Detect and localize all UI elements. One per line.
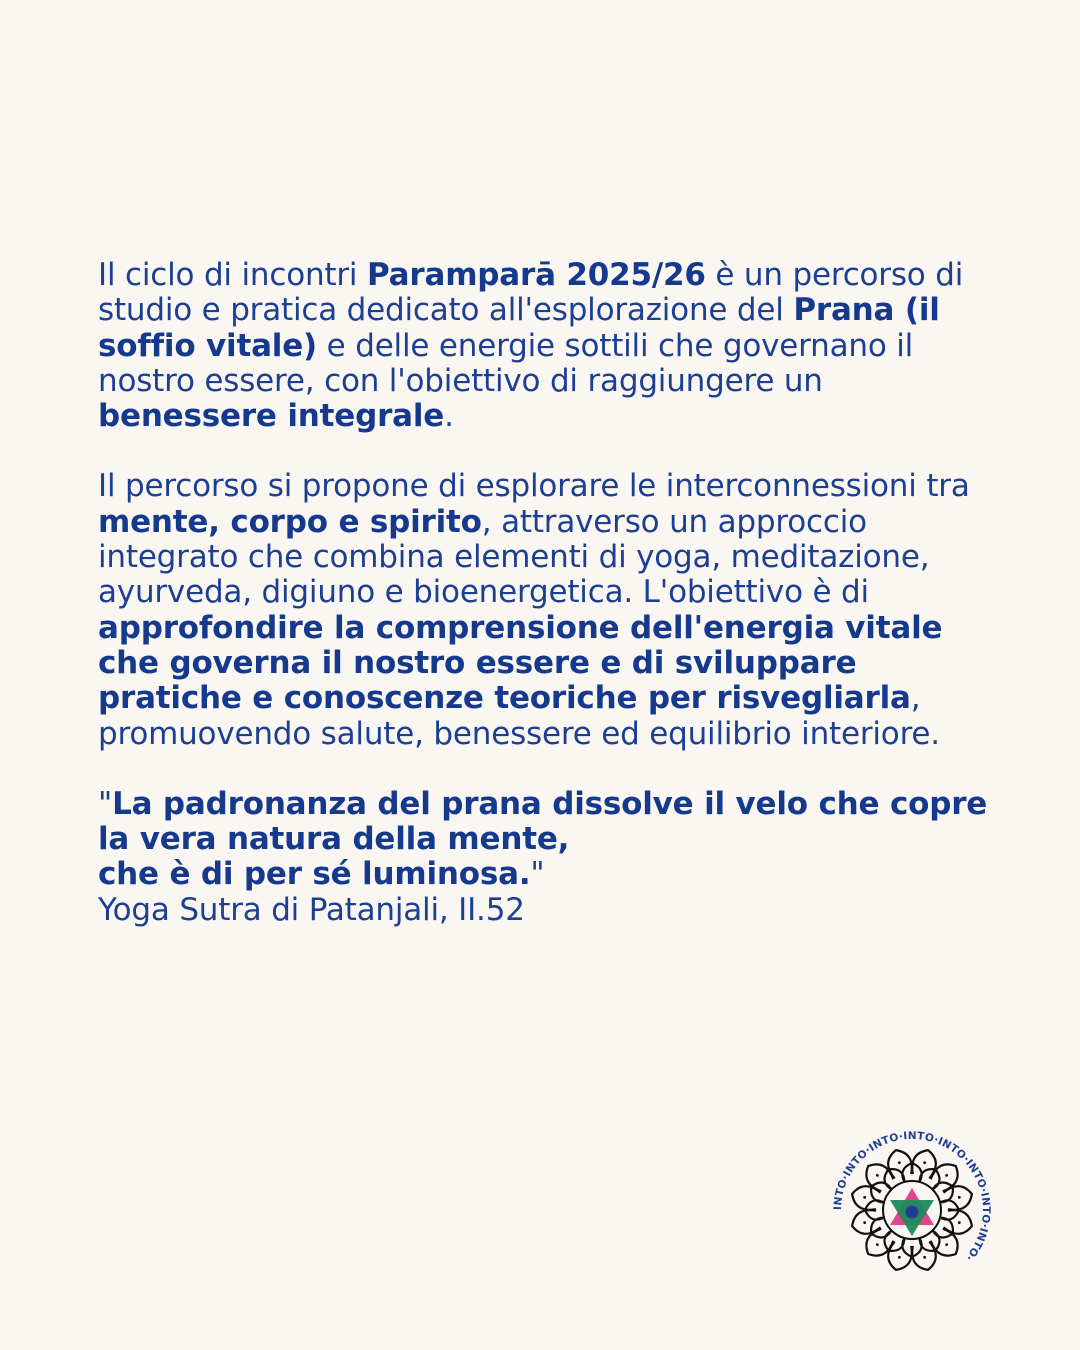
inner-petal-dot xyxy=(930,1176,933,1179)
inner-petal-dot xyxy=(878,1228,881,1231)
outer-petal-dot xyxy=(863,1196,866,1199)
outer-petal-dot xyxy=(958,1196,961,1199)
inner-petal-dot xyxy=(944,1190,947,1193)
inner-petal-dot xyxy=(911,1171,914,1174)
intro-text-2: è un percorso di studio e pratica dedicato all'esplorazione del xyxy=(98,257,964,329)
mind-body-spirit: mente, corpo e spirito xyxy=(98,503,482,540)
wellbeing-term: benessere integrale xyxy=(98,398,445,435)
outer-petal-dot xyxy=(876,1243,879,1246)
quote-block xyxy=(98,787,998,928)
quote-open-mark: " xyxy=(98,785,113,822)
description-text-1: Il percorso si propone di esplorare le interconnessioni tra xyxy=(98,468,970,505)
outer-petal-dot xyxy=(898,1256,901,1259)
intro-text-3: e delle energie sottili che governano il nostro essere, con l'obiettivo di raggiungere un xyxy=(98,327,914,399)
outer-petal-dot xyxy=(876,1174,879,1177)
inner-petal-dot xyxy=(873,1209,876,1212)
intro-text-4: . xyxy=(444,398,454,435)
quote-attribution: Yoga Sutra di Patanjali, II.52 xyxy=(98,891,525,928)
outer-petal-dot xyxy=(923,1256,926,1259)
intro-text-1: Il ciclo di incontri xyxy=(98,257,367,293)
inner-petal-dot xyxy=(911,1247,914,1250)
inner-petal-dot xyxy=(930,1242,933,1245)
outer-petal-dot xyxy=(898,1161,901,1164)
description-text-2: , attraverso un approccio integrato che combina elementi di yoga, meditazione, ayurveda, digiuno e bioenergetica. L'obiettivo è di xyxy=(98,503,930,611)
program-name: Paramparā 2025/26 xyxy=(366,257,706,293)
inner-petal-dot xyxy=(878,1190,881,1193)
into-logo xyxy=(832,1130,992,1290)
inner-petal-dot xyxy=(944,1228,947,1231)
inner-petal-dot xyxy=(892,1242,895,1245)
quote-close-mark: " xyxy=(530,856,545,893)
objective-highlight: approfondire la comprensione dell'energia vitale che governa il nostro essere e di sviluppare pratiche e conoscenze teoriche per risvegliarla xyxy=(98,609,943,717)
outer-petal-dot xyxy=(958,1221,961,1224)
quote-line-2: che è di per sé luminosa. xyxy=(98,856,531,893)
logo-ring-text: INTO·INTO·INTO·INTO·INTO·INTO·INTO·INTO· xyxy=(832,1130,992,1264)
inner-petal-dot xyxy=(892,1176,895,1179)
quote-line-1: La padronanza del prana dissolve il velo che copre la vera natura della mente, xyxy=(98,785,988,858)
main-content xyxy=(98,258,998,928)
description-paragraph xyxy=(98,469,998,751)
outer-petal-dot xyxy=(945,1174,948,1177)
center-dot-icon xyxy=(906,1206,919,1219)
outer-petal-dot xyxy=(863,1221,866,1224)
inner-petal-dot xyxy=(949,1209,952,1212)
outer-petal-dot xyxy=(923,1161,926,1164)
description-text-3: , promuovendo salute, benessere ed equilibrio interiore. xyxy=(98,680,940,752)
prana-term: Prana (il soffio vitale) xyxy=(98,292,940,364)
outer-petal-dot xyxy=(945,1243,948,1246)
intro-paragraph xyxy=(98,258,998,434)
mandala-logo-icon xyxy=(832,1130,992,1290)
